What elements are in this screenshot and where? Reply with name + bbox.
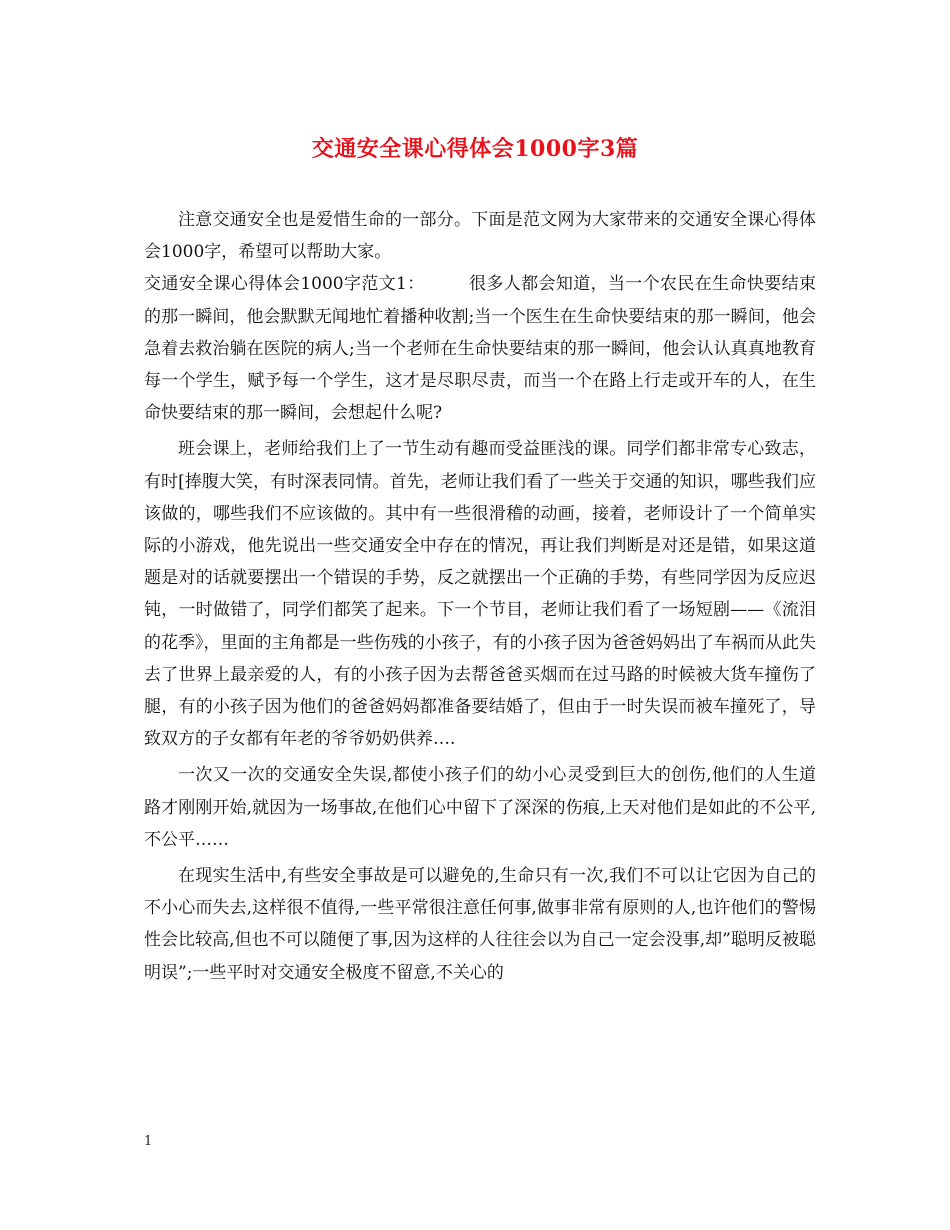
- document-title: 交通安全课心得体会1000字3篇: [311, 136, 639, 162]
- section1-text: 很多人都会知道，当一个农民在生命快要结束的那一瞬间，他会默默无闻地忙着播种收割;当一个医生在生命快要结束的那一瞬间，他会急着去救治躺在医院的病人;当一个老师在生命快要结束的那一瞬间，他会认认真真地教育每一个学生，赋予每一个学生，这才是尽职尽责，而当一个在路上行走或开车的人，在生命快要结束的那一瞬间，会想起什么呢?: [144, 274, 816, 424]
- accident-impact-paragraph: 一次又一次的交通安全失误,都使小孩子们的幼小心灵受到巨大的创伤,他们的人生道路才刚刚开始,就因为一场事故,在他们心中留下了深深的伤痕,上天对他们是如此的不公平,不公平……: [144, 765, 816, 850]
- section1-heading: 交通安全课心得体会1000字范文1：: [144, 274, 425, 295]
- document-body: [144, 204, 816, 989]
- intro-paragraph: 注意交通安全也是爱惜生命的一部分。下面是范文网为大家带来的交通安全课心得体会1000字，希望可以帮助大家。: [144, 210, 816, 263]
- section1-paragraph: [144, 268, 816, 429]
- page-number: 1: [144, 1134, 153, 1149]
- real-life-paragraph: 在现实生活中,有些安全事故是可以避免的,生命只有一次,我们不可以让它因为自己的不小心而失去,这样很不值得,一些平常很注意任何事,做事非常有原则的人,也许他们的警惕性会比较高,但也不可以随便了事,因为这样的人往往会以为自己一定会没事,却”聪明反被聪明误”;一些平时对交通安全极度不留意,不关心的: [144, 866, 816, 983]
- class-meeting-paragraph: 班会课上，老师给我们上了一节生动有趣而受益匪浅的课。同学们都非常专心致志，有时[捧腹大笑，有时深表同情。首先，老师让我们看了一些关于交通的知识，哪些我们应该做的，哪些我们不应该做的。其中有一些很滑稽的动画，接着，老师设计了一个简单实际的小游戏，他先说出一些交通安全中存在的情况，再让我们判断是对还是错，如果这道题是对的话就要摆出一个错误的手势，反之就摆出一个正确的手势，有些同学因为反应迟钝，一时做错了，同学们都笑了起来。下一个节目，老师让我们看了一场短剧——《流泪的花季》，里面的主角都是一些伤残的小孩子，有的小孩子因为爸爸妈妈出了车祸而从此失去了世界上最亲爱的人，有的小孩子因为去帮爸爸买烟而在过马路的时候被大货车撞伤了腿，有的小孩子因为他们的爸爸妈妈都准备要结婚了，但由于一时失误而被车撞死了，导致双方的子女都有年老的爷爷奶奶供养….: [144, 439, 816, 750]
